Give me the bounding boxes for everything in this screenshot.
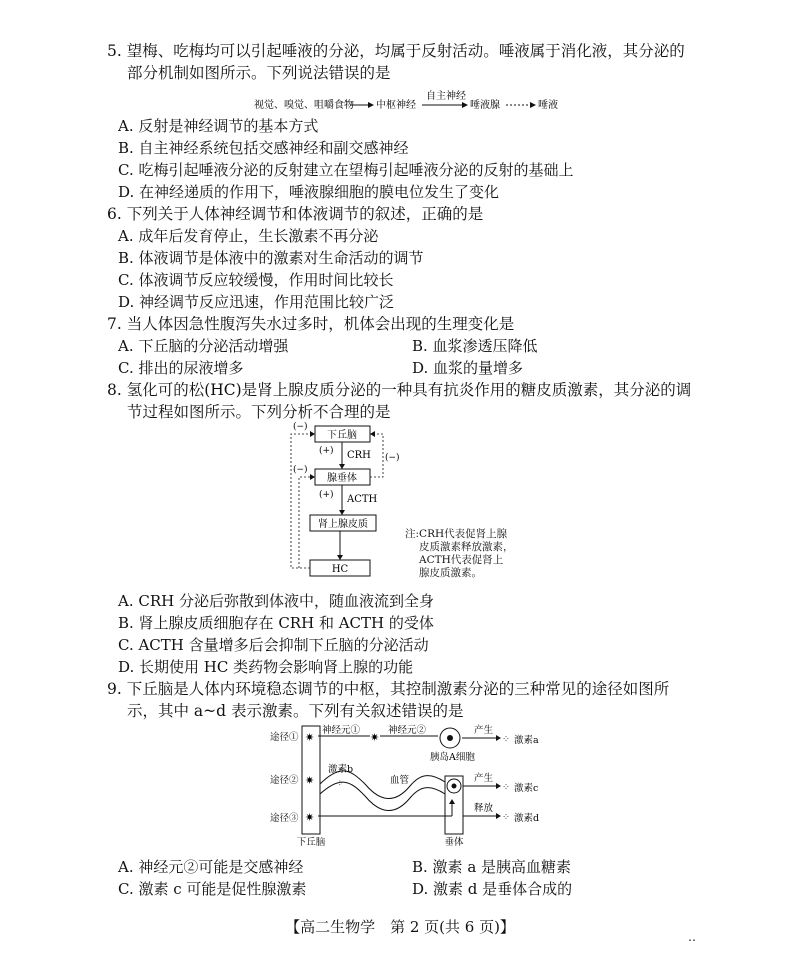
q9-dots-a: ⁘: [502, 734, 510, 745]
q9-option-b[interactable]: B. 激素 a 是胰高血糖素: [412, 858, 572, 876]
question-8-stem: 8. 氢化可的松(HC)是肾上腺皮质分泌的一种具有抗炎作用的糖皮质激素，其分泌的调节过程如图所示。下列分析不合理的是: [107, 381, 692, 421]
q9-path2-label: 途径②: [270, 775, 299, 786]
question-8: [107, 379, 697, 423]
q5-center-label: 中枢神经: [376, 100, 416, 111]
question-9: [107, 678, 697, 722]
q9-path3-label: 途径③: [270, 813, 299, 824]
q8-minus-2: (−): [293, 465, 308, 475]
q8-option-d[interactable]: D. 长期使用 HC 类药物会影响肾上腺的功能: [118, 658, 414, 676]
q9-option-a[interactable]: A. 神经元②可能是交感神经: [118, 858, 304, 876]
q5-gland-label: 唾液腺: [470, 100, 500, 111]
q9-hormone-d: 激素d: [514, 813, 540, 824]
q9-hypothalamus-label: 下丘脑: [296, 837, 326, 848]
q9-option-c[interactable]: C. 激素 c 可能是促性腺激素: [118, 880, 307, 898]
q9-neuron-star-2: ✷: [305, 774, 315, 787]
q6-option-a[interactable]: A. 成年后发育停止，生长激素不再分泌: [118, 227, 379, 245]
q9-neuron-star-3: ✷: [305, 811, 315, 824]
page-footer: 【高二生物学 第 2 页(共 6 页)】: [285, 918, 515, 936]
q5-option-b[interactable]: B. 自主神经系统包括交感神经和副交感神经: [118, 139, 409, 157]
q9-neuron-star-1: ✷: [305, 731, 315, 744]
q8-box-hypothalamus-label: 下丘脑: [327, 430, 357, 441]
q8-minus-3: (−): [385, 453, 400, 463]
q6-option-d[interactable]: D. 神经调节反应迅速，作用范围比较广泛: [118, 293, 395, 311]
q7-option-b[interactable]: B. 血浆渗透压降低: [412, 337, 538, 355]
question-6-stem: 6. 下列关于人体神经调节和体液调节的叙述，正确的是: [107, 205, 484, 223]
q5-input-label: 视觉、嗅觉、咀嚼食物: [254, 100, 354, 111]
q8-note-line-4: 腺皮质激素。: [419, 567, 482, 579]
q8-minus-1: (−): [293, 422, 308, 432]
q6-option-c[interactable]: C. 体液调节反应较缓慢，作用时间比较长: [118, 271, 394, 289]
question-7: [107, 313, 697, 335]
q9-hormone-c: 激素c: [514, 783, 539, 794]
question-5: [107, 40, 697, 84]
q5-option-a[interactable]: A. 反射是神经调节的基本方式: [118, 117, 319, 135]
q9-dots-d: ⁘: [502, 812, 510, 823]
q8-note-line-2: 皮质激素释放激素，: [419, 541, 514, 553]
q6-option-b[interactable]: B. 体液调节是体液中的激素对生命活动的调节: [118, 249, 424, 267]
q8-option-b[interactable]: B. 肾上腺皮质细胞存在 CRH 和 ACTH 的受体: [118, 614, 434, 632]
q9-neuron2-label: 神经元②: [388, 725, 427, 736]
q8-crh-label: CRH: [347, 450, 371, 461]
q9-path1-label: 途径①: [270, 732, 299, 743]
q8-plus-2: (+): [319, 490, 334, 500]
q9-hormone-a: 激素a: [514, 735, 539, 746]
q7-option-c[interactable]: C. 排出的尿液增多: [118, 359, 244, 377]
q8-acth-label: ACTH: [347, 494, 378, 505]
q8-diagram: [285, 420, 425, 585]
q5-diagram: [250, 88, 570, 114]
q9-neuron1-label: 神经元①: [322, 725, 361, 736]
question-5-stem: 5. 望梅、吃梅均可以引起唾液的分泌，均属于反射活动。唾液属于消化液，其分泌的部分机制如图所示。下列说法错误的是: [107, 42, 685, 82]
q8-option-a[interactable]: A. CRH 分泌后弥散到体液中，随血液流到全身: [118, 592, 434, 610]
q9-option-d[interactable]: D. 激素 d 是垂体合成的: [412, 880, 573, 898]
q9-vessel-label: 血管: [390, 775, 410, 786]
q8-note: [405, 528, 514, 580]
q9-hormone-b-label: 激素b: [328, 764, 354, 775]
q8-box-adrenal-cortex-label: 肾上腺皮质: [318, 519, 368, 530]
question-9-stem: 9. 下丘脑是人体内环境稳态调节的中枢，其控制激素分泌的三种常见的途径如图所示，其中 a~d 表示激素。下列有关叙述错误的是: [107, 680, 670, 720]
q8-note-line-3: ACTH代表促肾上: [419, 554, 504, 566]
q8-option-c[interactable]: C. ACTH 含量增多后会抑制下丘脑的分泌活动: [118, 636, 429, 654]
q9-produce1-label: 产生: [474, 725, 494, 736]
q8-box-hc-label: HC: [331, 564, 349, 575]
question-6: [107, 203, 697, 225]
q9-neuron-star-4: ✷: [370, 731, 380, 744]
q5-output-label: 唾液: [538, 100, 558, 111]
q9-dots-c: ⁘: [502, 782, 510, 793]
q9-produce2-label: 产生: [474, 773, 494, 784]
q8-note-line-1: 注:CRH代表促肾上腺: [405, 528, 508, 540]
corner-mark: ‥: [688, 930, 697, 944]
q9-pituitary-label: 垂体: [444, 837, 464, 848]
q9-release-label: 释放: [474, 803, 494, 814]
q5-option-d[interactable]: D. 在神经递质的作用下，唾液腺细胞的膜电位发生了变化: [118, 183, 500, 201]
q9-diagram: [270, 724, 570, 850]
q5-option-c[interactable]: C. 吃梅引起唾液分泌的反射建立在望梅引起唾液分泌的反射的基础上: [118, 161, 574, 179]
q9-islet-label: 胰岛A细胞: [430, 752, 475, 763]
q9-dots-b: ⁘: [336, 779, 344, 789]
q8-box-pituitary-label: 腺垂体: [327, 473, 357, 484]
q5-nerve-label: 自主神经: [426, 91, 466, 102]
q7-option-d[interactable]: D. 血浆的量增多: [412, 359, 524, 377]
question-7-stem: 7. 当人体因急性腹泻失水过多时，机体会出现的生理变化是: [107, 315, 515, 333]
q8-plus-1: (+): [319, 446, 334, 456]
q7-option-a[interactable]: A. 下丘脑的分泌活动增强: [118, 337, 289, 355]
